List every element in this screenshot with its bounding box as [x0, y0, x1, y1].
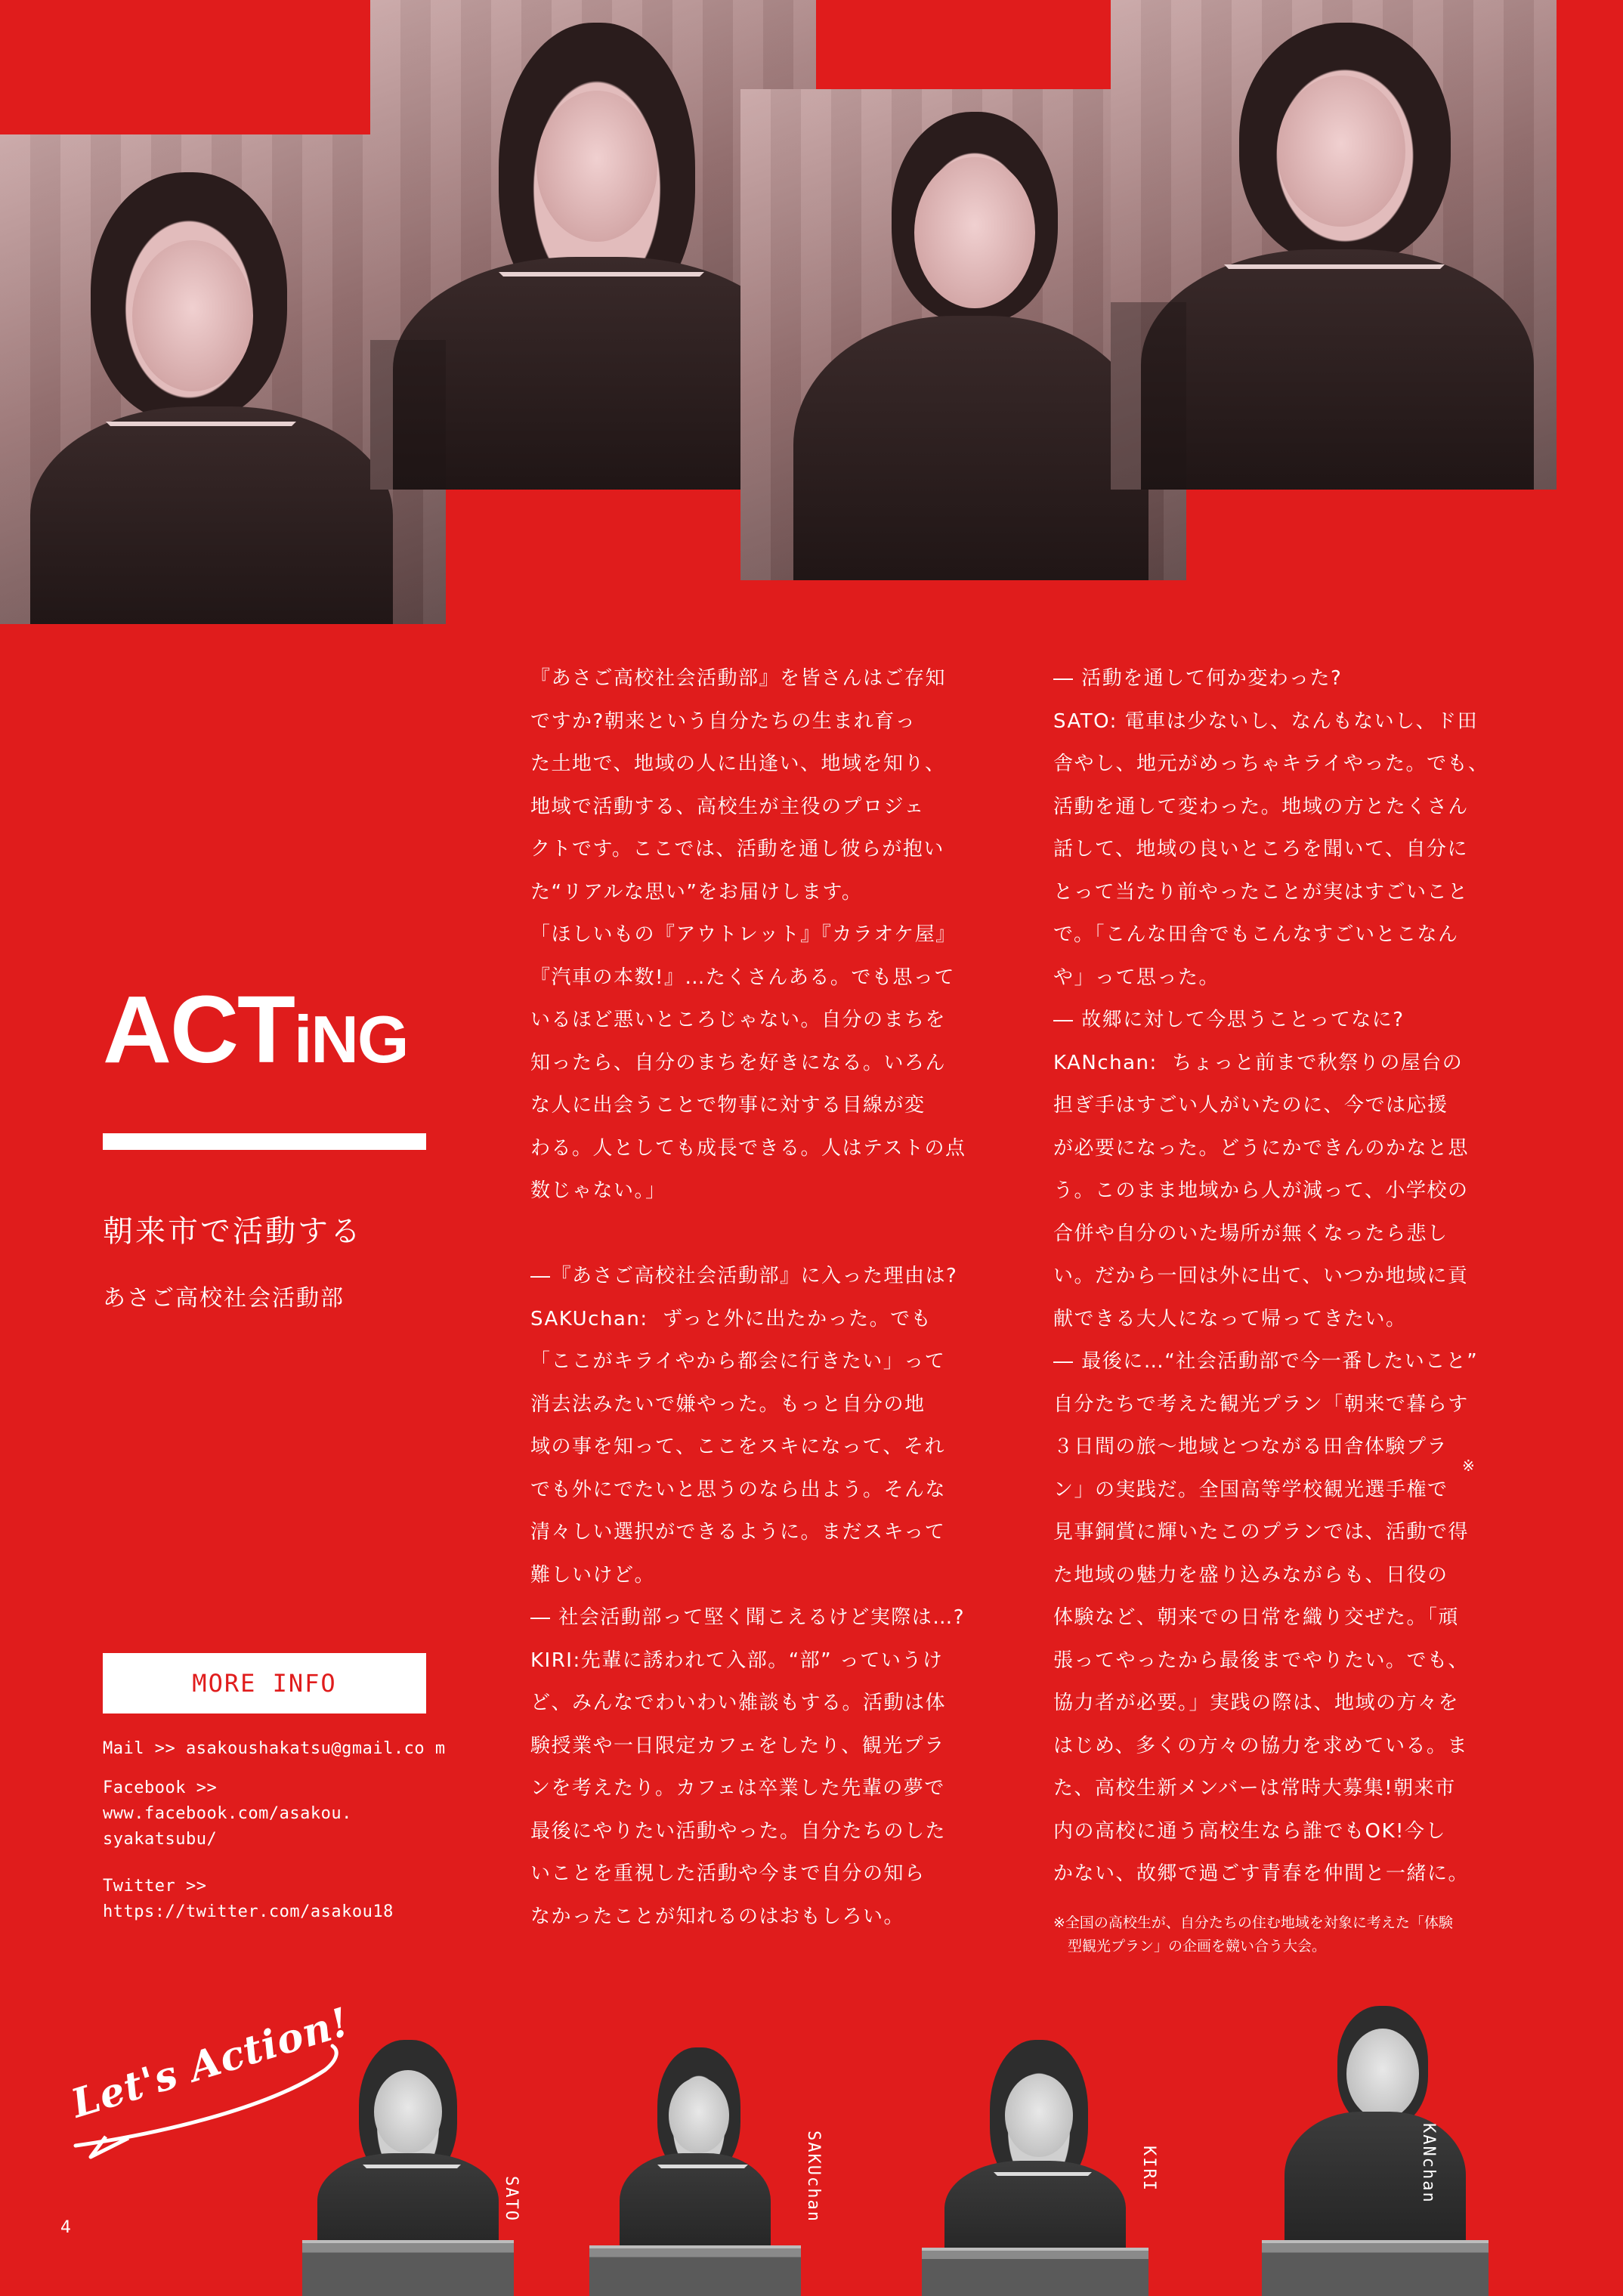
- acting-title: [103, 976, 408, 1083]
- footnote-mark: ※: [1462, 1457, 1475, 1475]
- contact-facebook[interactable]: Facebook >> www.facebook.com/asakou. syakatsubu/: [103, 1778, 352, 1849]
- acting-title-suffix: iNG: [293, 1002, 408, 1077]
- member-bust-kanchan: [1262, 2006, 1489, 2293]
- article-column-2: ― 活動を通して何か変わった? SATO: 電車は少ないし、なんもないし、ド田 舎やし、地元がめっちゃキライやった。でも、 活動を通して変わった。地域の方とたくさん 話して、地域の良いところを聞いて、自分に とって当たり前やったことが実はすごいこと で。「こんな田舎でもこんなすごいとこなん や」って思った。 ― 故郷に対して今思うことってなに? KANchan: ちょっと前まで秋祭りの屋台の 担ぎ手はすごい人がいたのに、今では応援 が必要になった。どうにかできんのかなと思 う。このまま地域から人が減って、小学校の 合併や自分のいた場所が無くなったら悲し い。だから一回は外に出て、いつか地域に貢 献できる大人になって帰ってきたい。 ― 最後に…“社会活動部で今一番したいこと” 自分たちで考えた観光プラン「朝来で暮らす ３日間の旅～地域とつながる田舎体験プラ ン」の実践だ。全国高等学校観光選手権で 見事銅賞に輝いたこのプランでは、活動で得 た地域の魅力を盛り込みながらも、日役の 体験など、朝来での日常を織り交ぜた。「頑 張ってやったから最後までやりたい。でも、 協力者が必要。」実践の際は、地域の方々を はじめ、多くの方々の協力を求めている。ま た、高校生新メンバーは常時大募集!朝来市 内の高校に通う高校生なら誰でもOK!今し かない、故郷で過ごす青春を仲間と一緒に。: [1053, 667, 1489, 1885]
- member-name-kanchan: KANchan: [1419, 2123, 1438, 2204]
- contact-mail[interactable]: Mail >> asakoushakatsu@gmail.co m: [103, 1739, 446, 1758]
- title-rule: [103, 1133, 426, 1150]
- member-bust-sakuchan: [589, 2047, 801, 2293]
- page-number: 4: [60, 2218, 71, 2237]
- acting-title-main: ACT: [103, 976, 294, 1083]
- subtitle: 朝来市で活動する: [103, 1214, 363, 1249]
- member-name-kiri: KIRI: [1139, 2146, 1158, 2192]
- member-name-sakuchan: SAKUchan: [804, 2131, 823, 2223]
- org-name: あさご高校社会活動部: [103, 1285, 345, 1312]
- more-info-label: MORE INFO: [103, 1653, 426, 1714]
- footnote: ※全国の高校生が、自分たちの住む地域を対象に考えた「体験 型観光プラン」の企画を競い合う大会。: [1053, 1914, 1453, 1955]
- contact-twitter[interactable]: Twitter >> https://twitter.com/asakou18: [103, 1877, 394, 1921]
- member-name-sato: SATO: [502, 2176, 521, 2222]
- member-bust-kiri: [922, 2040, 1148, 2293]
- article-column-1: 『あさご高校社会活動部』を皆さんはご存知 ですか?朝来という自分たちの生まれ育っ た土地で、地域の人に出逢い、地域を知り、 地域で活動する、高校生が主役のプロジェ クトです。ここでは、活動を通し彼らが抱い た“リアルな思い”をお届けします。 「ほしいもの『アウトレット』『カラオケ屋』 『汽車の本数!』…たくさんある。でも思って いるほど悪いところじゃない。自分のまちを 知ったら、自分のまちを好きになる。いろん な人に出会うことで物事に対する目線が変 わる。人としても成長できる。人はテストの点 数じゃない。」 ―『あさご高校社会活動部』に入った理由は? SAKUchan: ずっと外に出たかった。でも 「ここがキライやから都会に行きたい」って 消去法みたいで嫌やった。もっと自分の地 域の事を知って、ここをスキになって、それ でも外にでたいと思うのなら出よう。そんな 清々しい選択ができるように。まだスキって 難しいけど。 ― 社会活動部って堅く聞こえるけど実際は…? KIRI:先輩に誘われて入部。“部” っていうけ ど、みんなでわいわい雑談もする。活動は体 験授業や一日限定カフェをしたり、観光プラ ンを考えたり。カフェは卒業した先輩の夢で 最後にやりたい活動やった。自分たちのした いことを重視した活動や今まで自分の知ら なかったことが知れるのはおもしろい。: [530, 667, 966, 1928]
- slogan: Let's Action!: [66, 1998, 355, 2128]
- member-bust-sato: [302, 2040, 514, 2293]
